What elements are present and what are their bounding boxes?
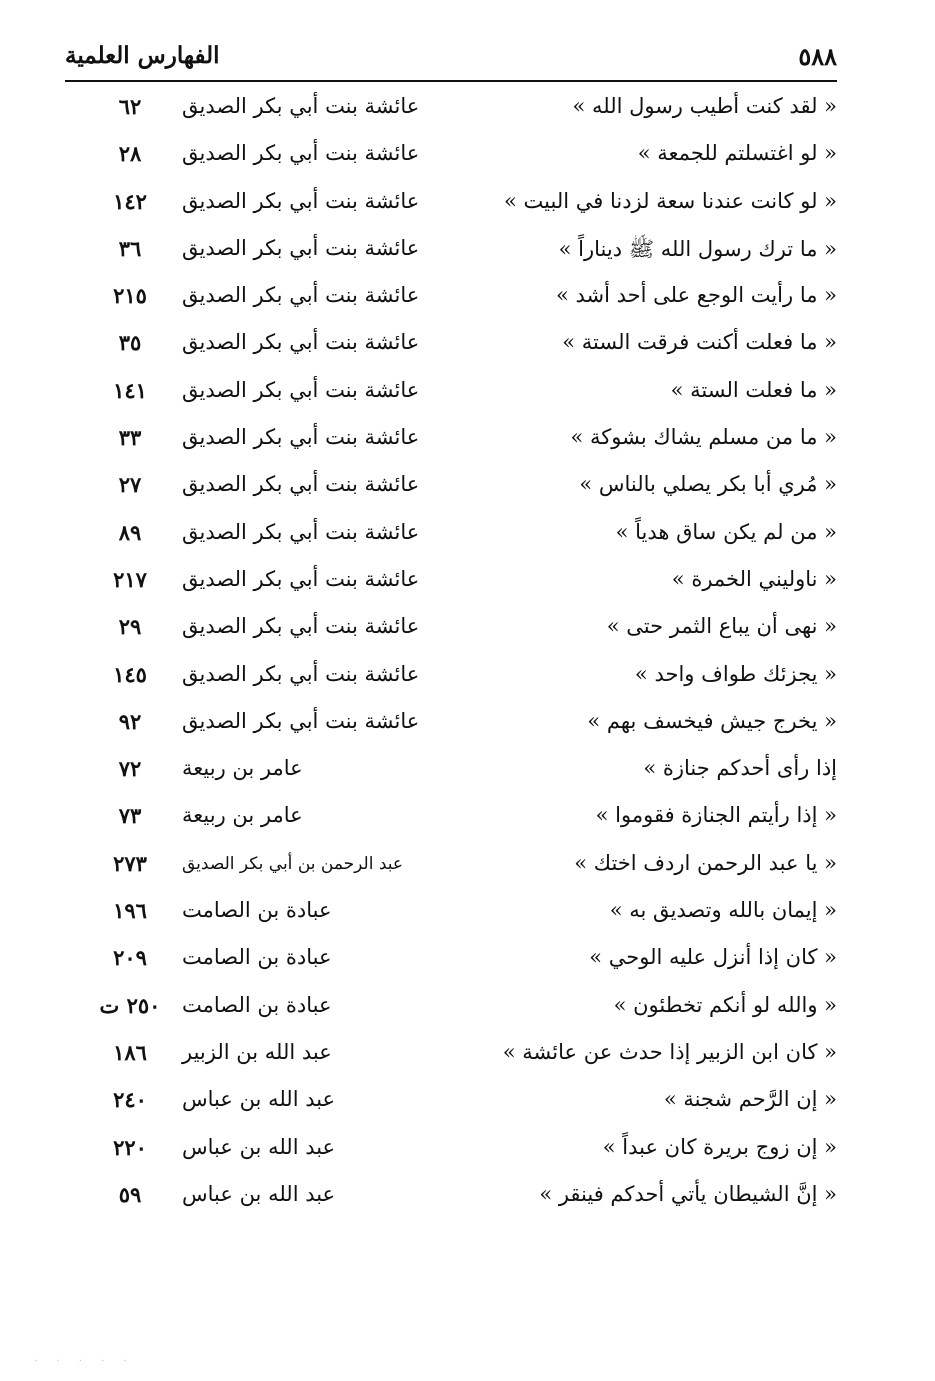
index-row [65,748,837,795]
narrator-name: عائشة بنت أبي بكر الصديق [182,661,420,686]
hadith-text: « إذا رأيتم الجنازة فقوموا » [595,803,837,828]
narrator-name: عبادة بن الصامت [182,945,332,970]
narrator-name: عائشة بنت أبي بكر الصديق [182,377,420,402]
narrator-name: عائشة بنت أبي بكر الصديق [182,283,420,308]
page-reference: ٢٠٩ [113,945,147,971]
page-reference: ٢٧٣ [113,850,147,876]
page-reference: ٢٧ [118,472,142,498]
page-reference: ٨٩ [118,519,142,545]
page-reference: ٦٢ [118,94,142,119]
narrator-name: عائشة بنت أبي بكر الصديق [182,708,420,733]
page-reference: ١٩٦ [113,898,147,924]
hadith-text: « لو كانت عندنا سعة لزدنا في البيت » [504,188,837,213]
page-reference: ٢٢٠ [113,1134,147,1160]
index-row [65,512,837,559]
narrator-name: عائشة بنت أبي بكر الصديق [182,94,420,118]
hadith-text: « إنَّ الشيطان يأتي أحدكم فينقر » [539,1181,837,1206]
page-reference: ٢٨ [118,141,142,167]
hadith-text: « ما من مسلم يشاك بشوكة » [570,425,837,450]
narrator-name: عبادة بن الصامت [182,898,332,923]
page-header [65,38,837,82]
page-reference: ٥٩ [118,1181,142,1207]
index-row [65,985,837,1032]
index-row [65,464,837,511]
hadith-text: « كان ابن الزبير إذا حدث عن عائشة » [502,1039,837,1064]
narrator-name: عامر بن ربيعة [182,803,303,828]
index-row [65,228,837,275]
index-row [65,133,837,180]
index-row [65,1127,837,1174]
page-reference: ٢١٧ [113,566,147,592]
page-reference: ٧٢ [118,756,142,782]
narrator-name: عبد الله بن الزبير [182,1039,332,1064]
hadith-text: « يا عبد الرحمن اردف اختك » [574,850,837,875]
page-reference: ٣٥ [118,330,142,356]
running-title: الفهارس العلمية [65,42,220,69]
narrator-name: عائشة بنت أبي بكر الصديق [182,566,420,591]
page-reference: ٢١٥ [113,283,147,309]
narrator-name: عائشة بنت أبي بكر الصديق [182,425,420,450]
index-row [65,1079,837,1126]
hadith-text: « لو اغتسلتم للجمعة » [637,141,837,166]
index-row [65,86,837,133]
hadith-text: « كان إذا أنزل عليه الوحي » [589,945,837,970]
narrator-name: عائشة بنت أبي بكر الصديق [182,235,420,260]
index-row [65,606,837,653]
narrator-name: عائشة بنت أبي بكر الصديق [182,141,420,166]
page-reference: ٧٣ [118,803,142,829]
page-reference: ٩٢ [118,708,142,734]
narrator-name: عائشة بنت أبي بكر الصديق [182,330,420,355]
index-row [65,322,837,369]
narrator-name: عبادة بن الصامت [182,992,332,1017]
hadith-text: « يخرج جيش فيخسف بهم » [587,708,837,733]
page-reference: ١٤٢ [113,188,147,214]
index-row [65,701,837,748]
index-row [65,937,837,984]
hadith-index-list [65,86,837,1221]
narrator-name: عبد الله بن عباس [182,1134,336,1159]
page-reference: ١٤١ [113,377,147,403]
hadith-text: « نهى أن يباع الثمر حتى » [606,614,837,639]
index-row [65,1032,837,1079]
hadith-text: « يجزئك طواف واحد » [634,661,837,686]
narrator-name: عائشة بنت أبي بكر الصديق [182,519,420,544]
hadith-text: « ما ترك رسول الله ﷺ ديناراً » [558,236,837,261]
page-reference: ٣٦ [118,235,142,261]
hadith-text: « ما فعلت الستة » [670,377,837,402]
index-row [65,559,837,606]
scan-mark: · · · · · [34,1356,135,1367]
page-reference: ١٨٦ [113,1039,147,1065]
hadith-text: « ما فعلت أكنت فرقت الستة » [562,330,837,355]
narrator-name: عائشة بنت أبي بكر الصديق [182,188,420,213]
narrator-name: عبد الرحمن بن أبي بكر الصديق [182,853,404,874]
hadith-text: « إن الرَّحم شجنة » [663,1087,837,1112]
page-reference: ٢٥٠ ت [99,992,161,1018]
hadith-text: « إيمان بالله وتصديق به » [609,898,837,923]
index-row [65,275,837,322]
hadith-text: « إن زوج بريرة كان عبداً » [602,1134,837,1159]
page-reference: ١٤٥ [113,661,147,687]
index-row [65,843,837,890]
index-row [65,181,837,228]
index-row [65,370,837,417]
narrator-name: عامر بن ربيعة [182,756,303,781]
hadith-text: إذا رأى أحدكم جنازة » [643,756,837,781]
hadith-text: « والله لو أنكم تخطئون » [613,992,837,1017]
index-row [65,890,837,937]
hadith-text: « لقد كنت أطيب رسول الله » [572,94,837,118]
page-reference: ٢٤٠ [113,1087,147,1113]
narrator-name: عائشة بنت أبي بكر الصديق [182,472,420,497]
narrator-name: عبد الله بن عباس [182,1087,336,1112]
hadith-text: « من لم يكن ساق هدياً » [615,519,837,544]
index-row [65,417,837,464]
page-reference: ٢٩ [118,614,142,640]
hadith-text: « مُري أبا بكر يصلي بالناس » [579,472,837,497]
narrator-name: عائشة بنت أبي بكر الصديق [182,614,420,639]
index-row [65,1174,837,1221]
hadith-text: « ما رأيت الوجع على أحد أشد » [555,283,837,308]
page-reference: ٣٣ [118,425,142,451]
hadith-text: « ناوليني الخمرة » [671,566,837,591]
narrator-name: عبد الله بن عباس [182,1181,336,1206]
index-row [65,795,837,842]
index-row [65,654,837,701]
page-number: ٥٨٨ [798,42,837,71]
